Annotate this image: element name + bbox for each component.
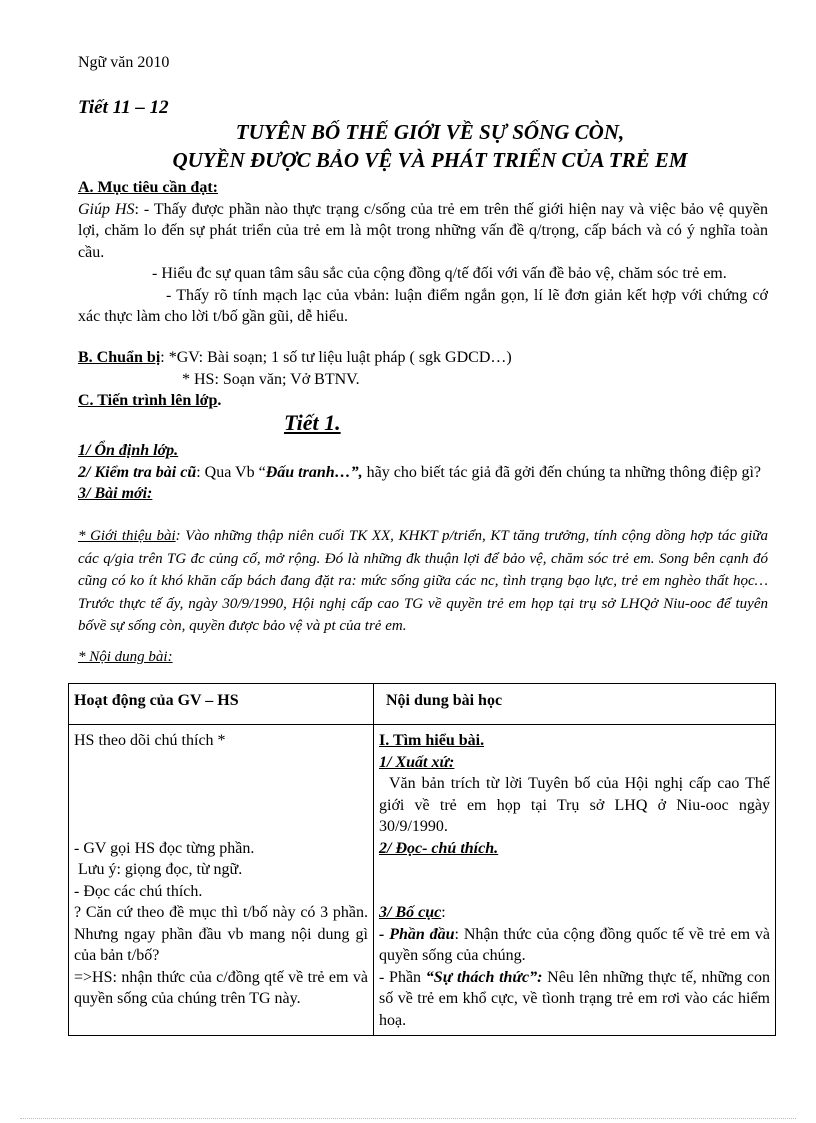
activity-line: HS theo dõi chú thích * (74, 732, 226, 749)
section-a-heading: A. Mục tiêu cần đạt: (78, 179, 218, 196)
content-cell: I. Tìm hiểu bài. 1/ Xuất xứ: Văn bản trích từ lời Tuyên bố của Hội nghị cấp cao Thế giới về trẻ em họp tại Trụ sở LHQ ở Niu-ooc ngày 30/9/1990. 2/ Đọc- chú thích. 3/ Bố cục: - Phần đầu: Nhận thức của cộng đồng quốc tế về trẻ em và quyền sống của chúng. - Phần “Sự thách thức”: Nêu lên những thực tế, những con số về trẻ em khổ cực, về tìonh trạng trẻ em rơi vào các hiểm hoạ. (374, 725, 776, 1036)
step-3: 3/ Bài mới: (78, 485, 153, 502)
content-paragraph: - Phần đầu: Nhận thức của cộng đồng quốc tế về trẻ em và quyền sống của chúng. (379, 925, 771, 964)
activity-line: ? Căn cứ theo đề mục thì t/bố này có 3 phần. Nhưng ngay phần đầu vb mang nội dung gì của bản t/bố? (74, 904, 368, 964)
content-subheading: 1/ Xuất xứ: (379, 753, 455, 771)
lesson-steps (78, 440, 768, 505)
section-b (78, 347, 768, 390)
lesson-plan-table (68, 683, 776, 1036)
activities-cell (69, 725, 374, 1036)
intro-label: * Giới thiệu bài (78, 528, 176, 544)
header-content: Nội dung bài học (374, 684, 776, 725)
step-2: 2/ Kiểm tra bài cũ: Qua Vb “Đấu tranh…”, hãy cho biết tác giả đã gởi đến chúng ta những thông điệp gì? (78, 463, 761, 481)
activity-line: Lưu ý: giọng đọc, từ ngữ. (78, 861, 243, 878)
activity-line: - GV gọi HS đọc từng phần. (74, 839, 255, 857)
section-b-teacher: : *GV: Bài soạn; 1 số tư liệu luật pháp ( sgk GDCD…) (160, 349, 512, 366)
table-row (69, 725, 776, 1036)
section-c-heading: C. Tiến trình lên lớp (78, 392, 218, 409)
activity-line: - Đọc các chú thích. (74, 882, 203, 900)
title-line-2: QUYỀN ĐƯỢC BẢO VỆ VÀ PHÁT TRIỂN CỦA TRẺ EM (172, 148, 688, 172)
section-a-lead: Giúp HS (78, 200, 135, 218)
section-b-heading: B. Chuẩn bị (78, 349, 161, 366)
title-line-1: TUYÊN BỐ THẾ GIỚI VỀ SỰ SỐNG CÒN, (235, 120, 625, 144)
period-1-heading: Tiết 1. (284, 410, 341, 435)
step-2-label: 2/ Kiểm tra bài cũ (78, 463, 197, 481)
section-a-text-1: : - Thấy được phần nào thực trạng c/sống của trẻ em trên thế giới hiện nay và việc bảo vệ quyền lợi, chăm lo đến sự phát triển của trẻ em là một trong những vấn đề q/trọng, cấp bách và có ý nghĩa toàn cầu. (78, 200, 768, 261)
activity-line: =>HS: nhận thức của c/đồng qtế về trẻ em và quyền sống của chúng trên TG này. (74, 968, 368, 1007)
content-subheading: 3/ Bố cục (379, 904, 442, 921)
content-label: * Nội dung bài: (78, 649, 173, 665)
section-a-paragraph-2: - Hiểu đc sự quan tâm sâu sắc của cộng đồng q/tế đối với vấn đề bảo vệ, chăm sóc trẻ em. (152, 265, 727, 282)
intro-text: : Vào những thập niên cuối TK XX, KHKT p/triển, KT tăng trưởng, tính cộng dồng hợp tác giữa các q/gia trên TG đc củng cố, mở rộng. Đó là những đk thuận lợi để bảo vệ, chăm sóc trẻ em. Song bên cạnh đó cũng có ko ít khó khăn cấp bách đang đặt ra: mức sống giữa các nc, tình trạng bạo lực, trẻ em nghèo thất học… Trước thực tế ấy, ngày 30/9/1990, Hội nghị cấp cao TG về quyền trẻ em họp tại trụ sở LHQở Niu-ooc để tuyên bốvề sự sống còn, quyền được bảo vệ và pt của trẻ em. (78, 528, 768, 634)
table-header-row (69, 684, 776, 725)
step-1: 1/ Ổn định lớp. (78, 442, 179, 459)
section-c: C. Tiến trình lên lớp. (78, 392, 222, 409)
lesson-introduction (78, 525, 768, 638)
lesson-number: Tiết 11 – 12 (78, 97, 169, 118)
content-heading: I. Tìm hiểu bài. (379, 732, 485, 749)
section-b-student: * HS: Soạn văn; Vở BTNV. (182, 370, 360, 388)
section-a-paragraph-3: - Thấy rõ tính mạch lạc của vbản: luận điểm ngắn gọn, lí lẽ đơn giản kết hợp với chứng cớ xác thực làm cho lời t/bố gần gũi, dễ hiểu. (78, 286, 768, 325)
section-a (78, 177, 768, 328)
header-activities: Hoạt động của GV – HS (69, 684, 374, 725)
content-paragraph: Văn bản trích từ lời Tuyên bố của Hội nghị cấp cao Thế giới về trẻ em họp tại Trụ sở LHQ ở Niu-ooc ngày 30/9/1990. (379, 775, 770, 835)
content-subheading: 2/ Đọc- chú thích. (379, 839, 499, 857)
section-a-paragraph-1 (78, 199, 768, 264)
content-paragraph: - Phần “Sự thách thức”: Nêu lên những thực tế, những con số về trẻ em khổ cực, về tìonh trạng trẻ em rơi vào các hiểm hoạ. (379, 968, 770, 1029)
page-footer-divider (20, 1118, 796, 1119)
page-header: Ngữ văn 2010 (78, 54, 170, 71)
